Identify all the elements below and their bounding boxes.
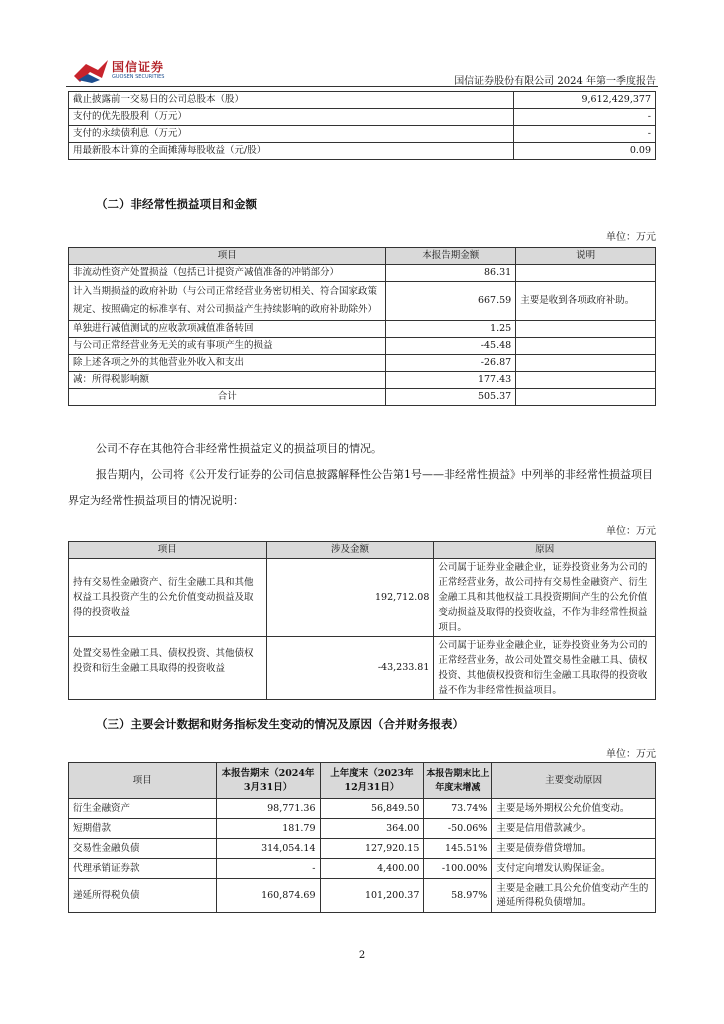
amount-cell: 667.59 [386, 282, 516, 321]
reason-cell: 主要是信用借款减少。 [492, 819, 656, 839]
item-cell: 计入当期损益的政府补助（与公司正常经营业务密切相关、符合国家政策规定、按照确定的标准享有、对公司损益产生持续影响的政府补助除外） [69, 282, 386, 321]
current-cell: 314,054.14 [216, 839, 320, 859]
current-cell: 98,771.36 [216, 799, 320, 819]
item-cell: 交易性金融负债 [69, 839, 217, 859]
item-cell: 衍生金融资产 [69, 799, 217, 819]
item-cell: 持有交易性金融资产、衍生金融工具和其他权益工具投资产生的公允价值变动损益及取得的投资收益 [69, 559, 267, 637]
change-cell: 58.97% [424, 879, 492, 913]
total-label: 合计 [69, 389, 386, 406]
note-cell [516, 265, 656, 282]
row-value: - [514, 126, 656, 143]
previous-cell: 56,849.50 [320, 799, 424, 819]
row-label: 截止披露前一交易日的公司总股本（股） [69, 92, 514, 109]
column-header: 原因 [434, 542, 656, 559]
previous-cell: 127,920.15 [320, 839, 424, 859]
table-row [69, 338, 656, 355]
note-cell: 主要是收到各项政府补助。 [516, 282, 656, 321]
section-title: （二）非经常性损益项目和金额 [96, 197, 257, 211]
column-header: 本报告期末比上年度末增减 [424, 763, 492, 799]
table-row [69, 282, 656, 321]
item-cell: 减：所得税影响额 [69, 372, 386, 389]
reason-cell: 公司属于证券业金融企业，证券投资业务为公司的正常经营业务，故公司持有交易性金融资产、衍生金融工具和其他权益工具投资期间产生的公允价值变动损益及取得的投资收益，不作为非经常性损益项目。 [434, 559, 656, 637]
item-cell: 处置交易性金融工具、债权投资、其他债权投资和衍生金融工具取得的投资收益 [69, 637, 267, 700]
item-cell: 代理承销证券款 [69, 859, 217, 879]
note-cell [516, 338, 656, 355]
previous-cell: 364.00 [320, 819, 424, 839]
change-cell: 145.51% [424, 839, 492, 859]
column-header: 上年度末（2023年12月31日） [320, 763, 424, 799]
column-header: 本报告期金额 [386, 248, 516, 265]
report-title: 国信证券股份有限公司 2024 年第一季度报告 [454, 76, 656, 87]
financial-changes-table [68, 762, 656, 913]
table-row [69, 92, 656, 109]
column-header: 项目 [69, 763, 217, 799]
table-row [69, 389, 656, 406]
amount-cell: 1.25 [386, 321, 516, 338]
item-cell: 非流动性资产处置损益（包括已计提资产减值准备的冲销部分） [69, 265, 386, 282]
change-cell: -50.06% [424, 819, 492, 839]
item-cell: 除上述各项之外的其他营业外收入和支出 [69, 355, 386, 372]
row-value: 9,612,429,377 [514, 92, 656, 109]
reclassified-items-table [68, 541, 656, 700]
table-row [69, 819, 656, 839]
logo-text-en: GUOSEN SECURITIES [112, 74, 165, 80]
section-title: （三）主要会计数据和财务指标发生变动的情况及原因（合并财务报表） [96, 717, 464, 731]
non-recurring-table [68, 247, 656, 406]
paragraph: 报告期内，公司将《公开发行证券的公司信息披露解释性公告第1号——非经常性损益》中列举的非经常性损益项目界定为经常性损益项目的情况说明： [68, 468, 653, 507]
row-label: 支付的永续债利息（万元） [69, 126, 514, 143]
row-label: 支付的优先股股利（万元） [69, 109, 514, 126]
amount-cell: 192,712.08 [266, 559, 434, 637]
header-divider [66, 86, 658, 87]
item-cell: 与公司正常经营业务无关的或有事项产生的损益 [69, 338, 386, 355]
previous-cell: 4,400.00 [320, 859, 424, 879]
amount-cell: 86.31 [386, 265, 516, 282]
row-value: 0.09 [514, 143, 656, 160]
item-cell: 短期借款 [69, 819, 217, 839]
table-row [69, 559, 656, 637]
total-amount: 505.37 [386, 389, 516, 406]
reason-cell: 主要是债券借贷增加。 [492, 839, 656, 859]
table-row [69, 355, 656, 372]
column-header: 说明 [516, 248, 656, 265]
logo-text-cn: 国信证券 [112, 60, 165, 74]
row-value: - [514, 109, 656, 126]
table-row [69, 859, 656, 879]
reason-cell: 支付定向增发认购保证金。 [492, 859, 656, 879]
table-row [69, 372, 656, 389]
amount-cell: -45.48 [386, 338, 516, 355]
note-cell [516, 389, 656, 406]
table-row [69, 126, 656, 143]
amount-cell: -43,233.81 [266, 637, 434, 700]
column-header: 项目 [69, 248, 386, 265]
note-cell [516, 321, 656, 338]
current-cell: 160,874.69 [216, 879, 320, 913]
reason-cell: 公司属于证券业金融企业，证券投资业务为公司的正常经营业务，故公司处置交易性金融工具、债权投资、其他债权投资和衍生金融工具取得的投资收益不作为非经常性损益项目。 [434, 637, 656, 700]
table-row [69, 879, 656, 913]
current-cell: 181.79 [216, 819, 320, 839]
unit-label: 单位：万元 [606, 232, 656, 243]
current-cell: - [216, 859, 320, 879]
column-header: 涉及金额 [266, 542, 434, 559]
reason-cell: 主要是场外期权公允价值变动。 [492, 799, 656, 819]
note-cell [516, 372, 656, 389]
reason-cell: 主要是金融工具公允价值变动产生的递延所得税负债增加。 [492, 879, 656, 913]
column-header: 本报告期末（2024年3月31日） [216, 763, 320, 799]
column-header: 主要变动原因 [492, 763, 656, 799]
amount-cell: -26.87 [386, 355, 516, 372]
table-row [69, 109, 656, 126]
table-row [69, 265, 656, 282]
table-row [69, 143, 656, 160]
table-row [69, 839, 656, 859]
item-cell: 递延所得税负债 [69, 879, 217, 913]
row-label: 用最新股本计算的全面摊薄每股收益（元/股） [69, 143, 514, 160]
change-cell: 73.74% [424, 799, 492, 819]
note-cell [516, 355, 656, 372]
table-row [69, 637, 656, 700]
item-cell: 单独进行减值测试的应收款项减值准备转回 [69, 321, 386, 338]
change-cell: -100.00% [424, 859, 492, 879]
amount-cell: 177.43 [386, 372, 516, 389]
table-row [69, 799, 656, 819]
table-row [69, 321, 656, 338]
previous-cell: 101,200.37 [320, 879, 424, 913]
paragraph: 公司不存在其他符合非经常性损益定义的损益项目的情况。 [96, 442, 382, 455]
unit-label: 单位：万元 [606, 526, 656, 537]
unit-label: 单位：万元 [606, 749, 656, 760]
share-info-table [68, 91, 656, 160]
page-number: 2 [358, 950, 366, 961]
column-header: 项目 [69, 542, 267, 559]
